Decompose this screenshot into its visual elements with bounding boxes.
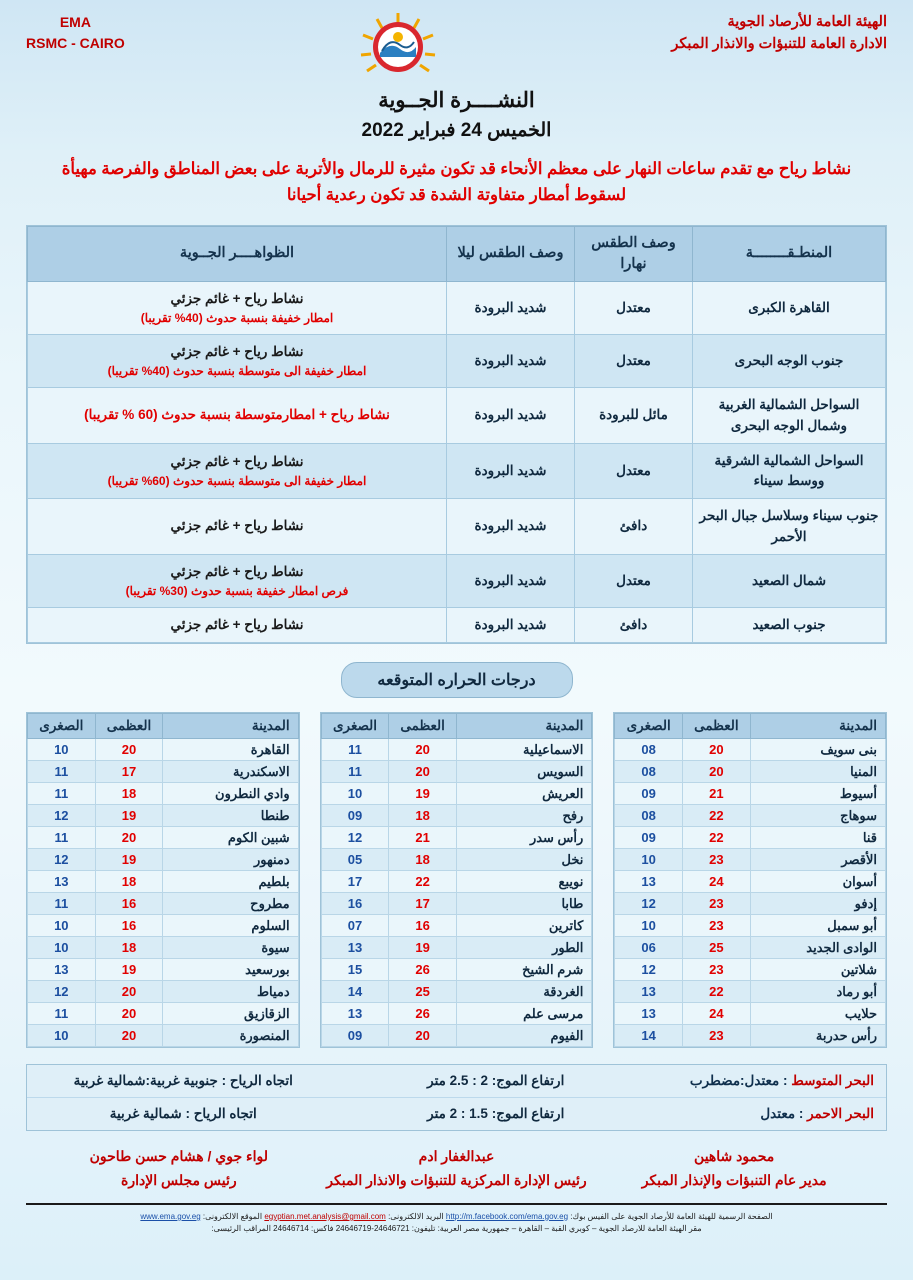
header-max: العظمى [95,714,163,739]
cell-max-temp: 16 [95,893,163,915]
signature-role: رئيس مجلس الإدارة [121,1172,237,1189]
cell-min-temp: 10 [27,915,95,937]
cell-max-temp: 18 [95,871,163,893]
cell-min-temp: 12 [27,805,95,827]
cell-min-temp: 11 [27,783,95,805]
table-row [615,1025,886,1047]
sea-row [27,1098,886,1130]
cell-max-temp: 17 [389,893,457,915]
table-row [615,937,886,959]
cell-city: الغردقة [456,981,591,1003]
table-row [321,893,592,915]
phenomena-main: نشاط رياح + غائم جزئي [170,290,304,306]
cell-city: رأس سدر [456,827,591,849]
temperature-table-mid [320,712,594,1048]
table-header-row [28,226,886,281]
facebook-link[interactable]: http://m.facebook.com/ema.gov.eg [445,1211,569,1221]
temperature-table-right [26,712,300,1048]
cell-max-temp: 20 [95,827,163,849]
signature-block [595,1145,873,1193]
cell-city: شبين الكوم [163,827,298,849]
cell-max-temp: 18 [389,805,457,827]
cell-day: دافئ [575,499,693,555]
cell-day: مائل للبرودة [575,388,693,444]
cell-city: بلطيم [163,871,298,893]
table-row [28,443,886,499]
signature-role: مدير عام التنبؤات والإنذار المبكر [641,1172,827,1189]
cell-max-temp: 24 [683,1003,751,1025]
phenomena-main: نشاط رياح + غائم جزئي [170,617,304,633]
table-row [615,761,886,783]
cell-max-temp: 20 [95,739,163,761]
cell-region: القاهرة الكبرى [693,281,886,334]
divider [26,1203,887,1205]
signature-block [40,1145,318,1193]
cell-night: شديد البرودة [447,499,575,555]
cell-phenomena [28,608,447,643]
sea-row [27,1065,886,1098]
cell-max-temp: 20 [389,739,457,761]
signature-name: محمود شاهين [694,1148,775,1165]
cell-min-temp: 08 [615,761,683,783]
table-header-row [27,714,298,739]
cell-phenomena [28,499,447,555]
cell-city: دمنهور [163,849,298,871]
table-row [321,739,592,761]
cell-city: إدفو [750,893,885,915]
cell-max-temp: 19 [389,783,457,805]
sea-wind-direction: اتجاه الرياح : شمالية غربية [109,1106,257,1122]
sea-wave-height: ارتفاع الموج: 2 : 2.5 متر [427,1073,565,1089]
table-row [321,915,592,937]
table-row [28,499,886,555]
table-row [321,805,592,827]
cell-night: شديد البرودة [447,443,575,499]
signature-block [318,1145,596,1193]
table-row [28,388,886,444]
cell-min-temp: 11 [321,739,389,761]
forecast-table [27,226,886,644]
cell-max-temp: 19 [95,805,163,827]
header-region: المنطـقــــــــة [693,226,886,281]
cell-city: أبو سمبل [750,915,885,937]
header-day: وصف الطقس نهارا [575,226,693,281]
cell-max-temp: 17 [95,761,163,783]
cell-city: أسوان [750,871,885,893]
cell-min-temp: 13 [615,1003,683,1025]
page-footer [20,1211,893,1235]
org-title-arabic [671,12,887,56]
cell-max-temp: 20 [683,761,751,783]
cell-city: طابا [456,893,591,915]
cell-max-temp: 24 [683,871,751,893]
table-row [28,608,886,643]
sea-name-state: البحر الاحمر : معتدل [760,1106,874,1122]
cell-region: السواحل الشمالية الشرقية ووسط سيناء [693,443,886,499]
cell-city: القاهرة [163,739,298,761]
phenomena-sub: فرص امطار خفيفة بنسبة حدوث (30% تقريبا) [125,584,349,599]
signatures [40,1145,873,1193]
cell-min-temp: 11 [27,893,95,915]
table-row [615,783,886,805]
cell-city: رأس حدربة [750,1025,885,1047]
cell-city: المنيا [750,761,885,783]
ema-sun-logo-icon [355,12,441,82]
footer-mail-label: البريد الالكترونى: [388,1211,444,1221]
table-row [615,739,886,761]
cell-min-temp: 10 [615,849,683,871]
table-row [615,805,886,827]
cell-night: شديد البرودة [447,608,575,643]
cell-max-temp: 16 [389,915,457,937]
table-row [615,871,886,893]
cell-max-temp: 22 [389,871,457,893]
cell-min-temp: 12 [27,849,95,871]
cell-max-temp: 25 [683,937,751,959]
cell-city: نخل [456,849,591,871]
cell-city: وادي النطرون [163,783,298,805]
ema-label: EMA [59,14,91,30]
page-title: النشــــرة الجــوية [378,89,535,112]
phenomena-sub: امطار خفيفة بنسبة حدوث (40% تقريبا) [140,311,334,326]
header-max: العظمى [683,714,751,739]
cell-min-temp: 09 [615,827,683,849]
table-row [615,849,886,871]
table-header-row [615,714,886,739]
cell-city: السلوم [163,915,298,937]
phenomena-main: نشاط رياح + غائم جزئي [170,453,304,469]
table-row [27,827,298,849]
cell-min-temp: 10 [321,783,389,805]
cell-night: شديد البرودة [447,281,575,334]
cell-max-temp: 20 [389,761,457,783]
sea-wave-height: ارتفاع الموج: 1.5 : 2 متر [427,1106,565,1122]
footer-links-line [20,1211,893,1223]
table-header-row [321,714,592,739]
cell-night: شديد البرودة [447,554,575,607]
cell-min-temp: 11 [27,1003,95,1025]
cell-min-temp: 10 [27,937,95,959]
cell-city: أبو رماد [750,981,885,1003]
table-row [27,981,298,1003]
footer-address: مقر الهيئة العامة للارصاد الجوية – كوبري القبة – القاهرة – جمهورية مصر العربية: تليفون: 24646721-24646719 فاكس: 24646714 المراقب الرئيسى: [211,1223,702,1233]
cell-max-temp: 20 [95,1003,163,1025]
header-min: الصغرى [27,714,95,739]
cell-max-temp: 18 [95,937,163,959]
cell-city: قنا [750,827,885,849]
forecast-table-wrapper [26,225,887,645]
cell-city: المنصورة [163,1025,298,1047]
cell-min-temp: 14 [321,981,389,1003]
bulletin-date: الخميس 24 فبراير 2022 [361,120,552,141]
cell-max-temp: 23 [683,959,751,981]
cell-city: نويبع [456,871,591,893]
cell-max-temp: 23 [683,915,751,937]
cell-max-temp: 25 [389,981,457,1003]
table-row [27,871,298,893]
table-row [27,783,298,805]
cell-city: العريش [456,783,591,805]
table-row [28,281,886,334]
cell-city: الوادى الجديد [750,937,885,959]
table-row [28,554,886,607]
cell-min-temp: 09 [321,805,389,827]
cell-min-temp: 13 [27,871,95,893]
table-row [27,915,298,937]
cell-city: حلايب [750,1003,885,1025]
cell-max-temp: 18 [389,849,457,871]
cell-city: الأقصر [750,849,885,871]
sea-state: معتدل [760,1106,796,1122]
sea-label: البحر الاحمر [807,1106,874,1122]
cell-max-temp: 23 [683,849,751,871]
cell-region: السواحل الشمالية الغربية وشمال الوجه البحرى [693,388,886,444]
table-row [28,335,886,388]
cell-day: معتدل [575,443,693,499]
table-row [321,1025,592,1047]
table-row [321,959,592,981]
table-row [27,739,298,761]
table-row [321,981,592,1003]
cell-min-temp: 09 [321,1025,389,1047]
cell-city: طنطا [163,805,298,827]
header-min: الصغرى [321,714,389,739]
cell-phenomena [28,388,447,444]
table-row [321,871,592,893]
table-row [321,827,592,849]
cell-min-temp: 06 [615,937,683,959]
cell-min-temp: 09 [615,783,683,805]
phenomena-sub: امطار خفيفة الى متوسطة بنسبة حدوث (60% تقريبا) [107,474,367,489]
cell-max-temp: 21 [683,783,751,805]
signature-name: لواء جوي / هشام حسن طاحون [89,1148,268,1165]
org-title-line1: الهيئة العامة للأرصاد الجوية [727,14,887,30]
cell-city: الطور [456,937,591,959]
cell-city: سيوة [163,937,298,959]
cell-night: شديد البرودة [447,335,575,388]
table-row [27,1003,298,1025]
header-city: المدينة [750,714,885,739]
table-row [27,937,298,959]
table-row [615,1003,886,1025]
cell-max-temp: 16 [95,915,163,937]
cell-city: مطروح [163,893,298,915]
signature-name: عبدالغفار ادم [418,1148,495,1165]
cell-city: بنى سويف [750,739,885,761]
cell-city: مرسى علم [456,1003,591,1025]
cell-min-temp: 08 [615,805,683,827]
cell-min-temp: 14 [615,1025,683,1047]
table-row [321,1003,592,1025]
cell-city: الاسكندرية [163,761,298,783]
cell-city: بورسعيد [163,959,298,981]
cell-region: جنوب الوجه البحرى [693,335,886,388]
table-row [27,959,298,981]
cell-phenomena [28,335,447,388]
header-city: المدينة [163,714,298,739]
org-title-line2: الادارة العامة للتنبؤات والانذار المبكر [671,35,887,52]
cell-min-temp: 13 [615,981,683,1003]
cell-max-temp: 21 [389,827,457,849]
warning-text: نشاط رياح مع تقدم ساعات النهار على معظم الأنحاء قد تكون مثيرة للرمال والأتربة على بعض المناطق والفرصة مهيأة لسقوط أمطار متفاوتة الشدة قد تكون رعدية أحيانا [61,160,852,205]
cell-region: شمال الصعيد [693,554,886,607]
cell-min-temp: 16 [321,893,389,915]
org-title-english [26,12,125,54]
cell-max-temp: 18 [95,783,163,805]
temperature-table-left [613,712,887,1048]
cell-city: دمياط [163,981,298,1003]
cell-city: شرم الشيخ [456,959,591,981]
table-row [321,761,592,783]
cell-day: دافئ [575,608,693,643]
table-row [27,849,298,871]
header-night: وصف الطقس ليلا [447,226,575,281]
table-row [615,959,886,981]
header-phenomena: الظواهــــر الجــوية [28,226,447,281]
sea-label: البحر المتوسط [791,1073,874,1089]
phenomena-main: نشاط رياح + غائم جزئي [170,344,304,360]
cell-max-temp: 20 [95,1025,163,1047]
cell-min-temp: 12 [615,959,683,981]
cell-min-temp: 13 [27,959,95,981]
cell-phenomena [28,281,447,334]
cell-day: معتدل [575,281,693,334]
rsmc-cairo-label: RSMC - CAIRO [26,35,125,51]
cell-max-temp: 19 [389,937,457,959]
table-row [321,849,592,871]
cell-max-temp: 20 [683,739,751,761]
cell-min-temp: 10 [27,1025,95,1047]
table-row [615,915,886,937]
cell-max-temp: 26 [389,959,457,981]
cell-day: معتدل [575,335,693,388]
cell-max-temp: 23 [683,1025,751,1047]
cell-day: معتدل [575,554,693,607]
cell-city: رفح [456,805,591,827]
cell-city: الاسماعيلية [456,739,591,761]
temperatures-tables [26,712,887,1048]
cell-min-temp: 17 [321,871,389,893]
email-link[interactable]: egyptian.met.analysis@gmail.com [264,1211,386,1221]
cell-min-temp: 08 [615,739,683,761]
sea-conditions-box [26,1064,887,1131]
footer-fb-label: الصفحة الرسمية للهيئة العامة للأرصاد الجوية على الفيس بوك: [570,1211,773,1221]
cell-city: سوهاج [750,805,885,827]
cell-city: الزقازيق [163,1003,298,1025]
table-row [27,805,298,827]
bulletin-title-block [0,88,913,142]
cell-min-temp: 10 [27,739,95,761]
cell-min-temp: 12 [615,893,683,915]
cell-city: كاترين [456,915,591,937]
table-row [27,761,298,783]
cell-min-temp: 05 [321,849,389,871]
table-row [615,981,886,1003]
cell-city: شلاتين [750,959,885,981]
cell-max-temp: 22 [683,827,751,849]
signature-role: رئيس الإدارة المركزية للتنبؤات والانذار المبكر [326,1172,587,1189]
sea-wind-direction: اتجاه الرياح : جنوبية غربية:شمالية غربية [73,1073,293,1089]
cell-max-temp: 19 [95,849,163,871]
cell-min-temp: 13 [615,871,683,893]
table-row [321,937,592,959]
cell-min-temp: 15 [321,959,389,981]
cell-min-temp: 11 [27,827,95,849]
cell-min-temp: 12 [27,981,95,1003]
phenomena-main: نشاط رياح + امطارمتوسطة بنسبة حدوث (60 % تقريبا) [84,407,390,423]
cell-min-temp: 12 [321,827,389,849]
cell-min-temp: 13 [321,1003,389,1025]
table-row [321,783,592,805]
cell-max-temp: 22 [683,981,751,1003]
phenomena-main: نشاط رياح + غائم جزئي [170,518,304,534]
cell-city: الفيوم [456,1025,591,1047]
footer-site-label: الموقع الالكترونى: [202,1211,263,1221]
cell-max-temp: 22 [683,805,751,827]
table-row [27,1025,298,1047]
cell-max-temp: 19 [95,959,163,981]
cell-max-temp: 20 [389,1025,457,1047]
table-row [27,893,298,915]
phenomena-sub: امطار خفيفة الى متوسطة بنسبة حدوث (40% تقريبا) [107,364,367,379]
cell-min-temp: 07 [321,915,389,937]
cell-city: السويس [456,761,591,783]
phenomena-main: نشاط رياح + غائم جزئي [170,563,304,579]
sea-name-state: البحر المتوسط : معتدل:مضطرب [689,1073,874,1089]
cell-max-temp: 20 [95,981,163,1003]
cell-phenomena [28,554,447,607]
cell-min-temp: 10 [615,915,683,937]
cell-min-temp: 11 [321,761,389,783]
cell-max-temp: 23 [683,893,751,915]
temperatures-section-title: درجات الحراره المتوقعه [341,662,573,698]
cell-city: أسيوط [750,783,885,805]
sea-state: معتدل:مضطرب [689,1073,780,1089]
table-row [615,893,886,915]
cell-min-temp: 13 [321,937,389,959]
cell-phenomena [28,443,447,499]
table-row [615,827,886,849]
header-max: العظمى [389,714,457,739]
cell-region: جنوب سيناء وسلاسل جبال البحر الأحمر [693,499,886,555]
cell-max-temp: 26 [389,1003,457,1025]
cell-min-temp: 11 [27,761,95,783]
header-min: الصغرى [615,714,683,739]
header-city: المدينة [456,714,591,739]
cell-night: شديد البرودة [447,388,575,444]
cell-region: جنوب الصعيد [693,608,886,643]
website-link[interactable]: www.ema.gov.eg [140,1211,201,1221]
page-header [0,0,913,82]
